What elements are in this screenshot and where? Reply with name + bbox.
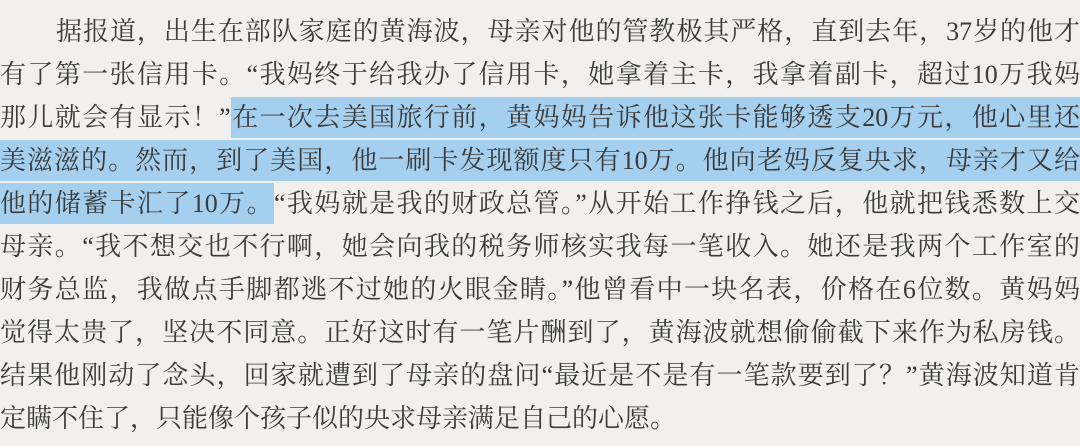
highlighted-passage: 他的储蓄卡汇了10万。: [0, 183, 274, 224]
text-segment: 定瞒不住了，只能像个孩子似的央求母亲满足自己的心愿。: [0, 404, 677, 433]
text-segment: 母亲。“我不想交也不行啊，她会向我的税务师核实我每一笔收入。她还是我两个工作室的: [0, 232, 1080, 261]
text-segment: 觉得太贵了，坚决不同意。正好这时有一笔片酬到了，黄海波就想偷偷截下来作为私房钱。: [0, 318, 1080, 347]
text-line: [0, 96, 1080, 139]
text-line: [0, 268, 1080, 311]
text-segment: 那儿就会有显示！”: [0, 103, 231, 132]
text-line: [0, 139, 1080, 182]
text-line: [0, 397, 1080, 440]
text-line: [0, 225, 1080, 268]
highlighted-passage: 在一次去美国旅行前，黄妈妈告诉他这张卡能够透支20万元，他心里还: [231, 97, 1080, 138]
text-segment: “我妈就是我的财政总管。”从开始工作挣钱之后，他就把钱悉数上交: [273, 189, 1080, 218]
text-segment: 有了第一张信用卡。“我妈终于给我办了信用卡，她拿着主卡，我拿着副卡，超过10万我妈: [0, 60, 1080, 89]
text-line: [0, 182, 1080, 225]
text-segment: 结果他刚动了念头，回家就遭到了母亲的盘问“最近是不是有一笔款要到了？”黄海波知道肯: [0, 361, 1080, 390]
text-line: [0, 53, 1080, 96]
text-line: [0, 311, 1080, 354]
text-line: [0, 354, 1080, 397]
highlighted-passage: 美滋滋的。然而，到了美国，他一刷卡发现额度只有10万。他向老妈反复央求，母亲才又给: [0, 140, 1080, 181]
text-line: [0, 10, 1080, 53]
text-segment: 财务总监，我做点手脚都逃不过她的火眼金睛。”他曾看中一块名表，价格在6位数。黄妈妈: [0, 275, 1080, 304]
text-segment: 据报道，出生在部队家庭的黄海波，母亲对他的管教极其严格，直到去年，37岁的他才: [56, 17, 1080, 46]
